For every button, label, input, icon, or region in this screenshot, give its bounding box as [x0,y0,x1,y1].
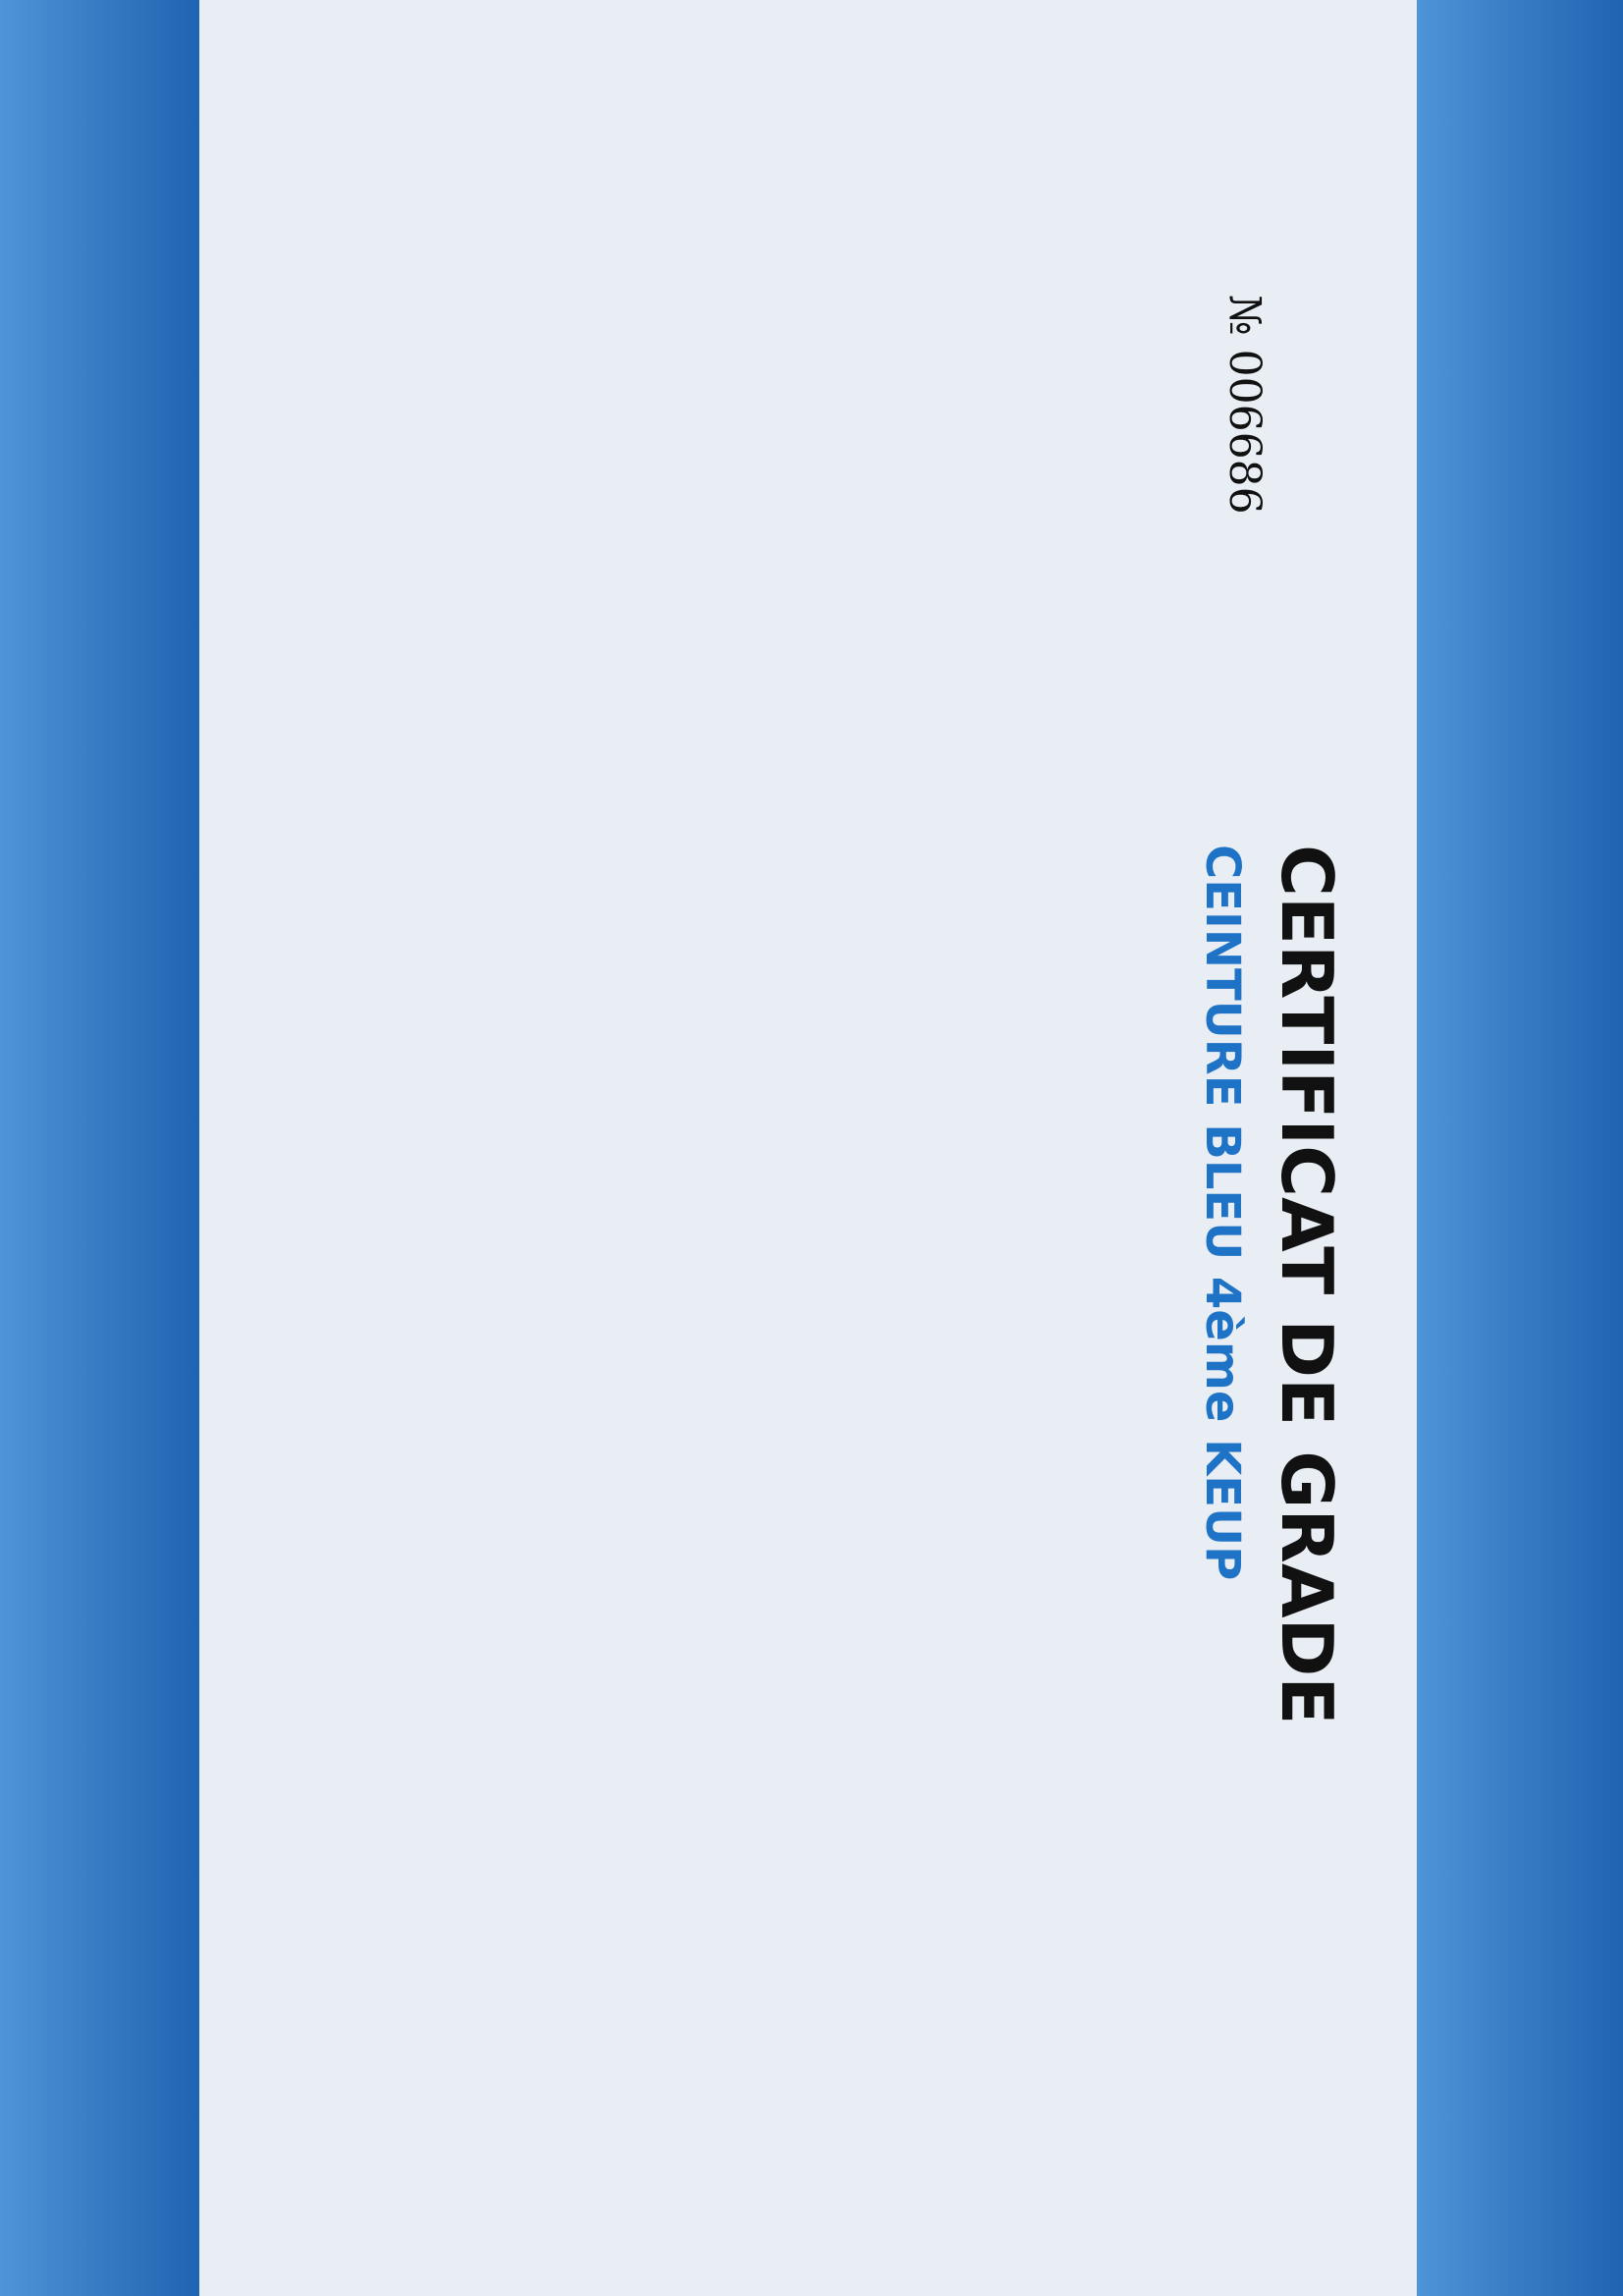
record-value: 006686 [1219,349,1270,515]
belt-grade: CEINTURE BLEU 4ème KEUP [1195,845,1250,1581]
certificate-title: CERTIFICAT DE GRADE [1266,845,1348,1725]
record-label: № [1219,295,1270,336]
bottom-blue-band [0,0,199,2296]
record-number [1219,295,1270,515]
top-blue-band [1417,0,1623,2296]
